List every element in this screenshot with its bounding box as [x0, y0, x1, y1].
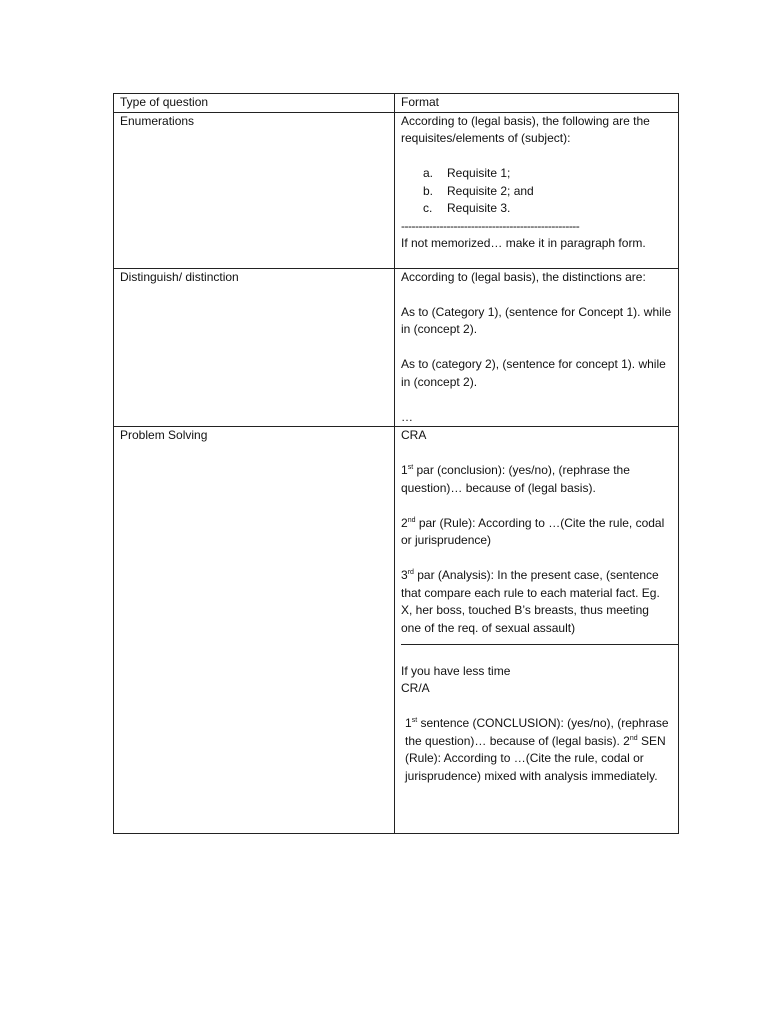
table-row-problem-solving — [114, 427, 679, 834]
enumerations-intro: According to (legal basis), the following are the requisites/elements of (subject): — [401, 113, 650, 145]
question-format-table — [113, 93, 679, 834]
distinction-para-1: As to (Category 1), (sentence for Concept 1). while in (concept 2). — [401, 304, 672, 336]
first-par: 1st par (conclusion): (yes/no), (rephrase the question)… because of (legal basis). — [401, 463, 630, 495]
format-cell — [395, 112, 679, 268]
format-cell — [395, 427, 679, 834]
less-time-label: If you have less time — [401, 663, 511, 678]
type-cell: Enumerations — [114, 112, 395, 268]
second-par: 2nd par (Rule): According to …(Cite the rule, codal or jurisprudence) — [401, 515, 665, 547]
table-row-distinction — [114, 268, 679, 427]
list-item: c. Requisite 3. — [423, 201, 511, 215]
cr-a-label: CR/A — [401, 681, 430, 695]
cra-label: CRA — [401, 428, 427, 442]
header-format: Format — [395, 94, 679, 113]
list-item: b. Requisite 2; and — [423, 183, 534, 198]
type-cell: Problem Solving — [114, 427, 395, 834]
dashed-separator: --------------------------------------------------- — [401, 218, 580, 233]
distinction-ellipsis: … — [401, 409, 413, 424]
short-format-text: 1st sentence (CONCLUSION): (yes/no), (rephrase the question)… because of (legal basis). 2nd SEN (Rule): According to …(Cite the rule, codal or jurisprudence) mixed with analysis immediately. — [405, 716, 669, 783]
distinction-para-2: As to (category 2), (sentence for concept 1). while in (concept 2). — [401, 357, 666, 389]
enumerations-note: If not memorized… make it in paragraph form. — [401, 236, 646, 250]
table-row-enumerations — [114, 112, 679, 268]
distinction-intro: According to (legal basis), the distinctions are: — [401, 269, 646, 284]
third-par: 3rd par (Analysis): In the present case, (sentence that compare each rule to each material fact. Eg. X, her boss, touched B’s breasts, thus meeting one of the req. of sexual assault) — [401, 568, 660, 635]
requisites-list — [401, 165, 672, 218]
type-cell: Distinguish/ distinction — [114, 268, 395, 427]
table-header-row — [114, 94, 679, 113]
list-item: a. Requisite 1; — [423, 166, 511, 180]
format-cell — [395, 268, 679, 427]
header-type-of-question: Type of question — [114, 94, 395, 113]
